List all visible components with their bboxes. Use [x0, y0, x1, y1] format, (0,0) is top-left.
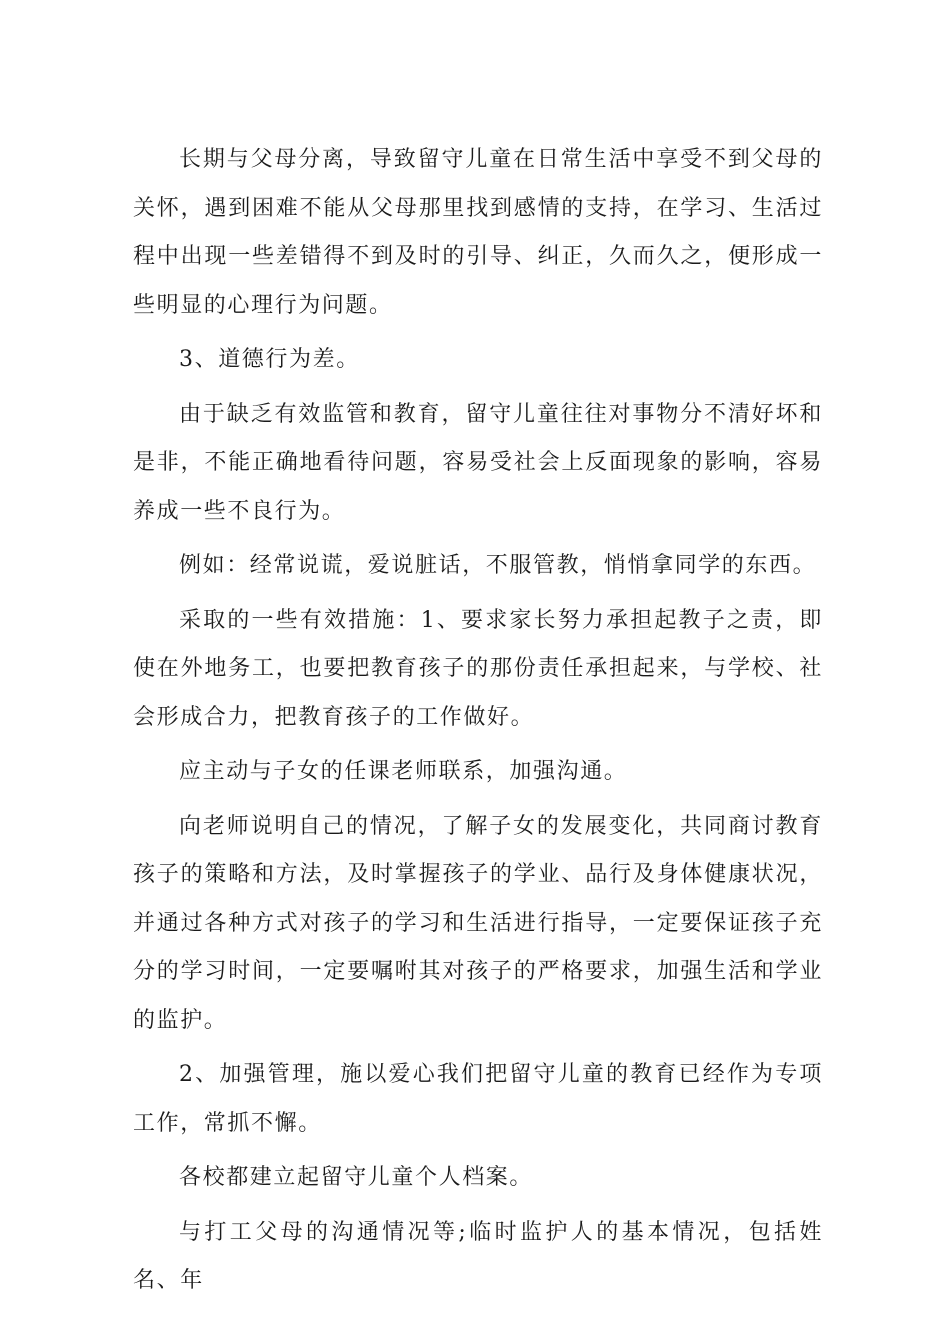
paragraph-explain-situation: 向老师说明自己的情况，了解子女的发展变化，共同商讨教育孩子的策略和方法，及时掌握孩子的学业、品行及身体健康状况，并通过各种方式对孩子的学习和生活进行指导，一定要保证孩子充分的学习时间，一定要嘱咐其对孩子的严格要求，加强生活和学业的监护。 [133, 813, 823, 1033]
heading-moral-behavior: 3、道德行为差。 [179, 347, 360, 372]
paragraph-guardian-info: 与打工父母的沟通情况等;临时监护人的基本情况，包括姓名、年 [133, 1219, 823, 1293]
paragraph-strengthen-management: 2、加强管理，施以爱心我们把留守儿童的教育已经作为专项工作，常抓不懈。 [133, 1062, 823, 1136]
paragraph-archives: 各校都建立起留守儿童个人档案。 [179, 1165, 534, 1190]
document-body [133, 136, 823, 1312]
paragraph-examples: 例如：经常说谎，爱说脏话，不服管教，悄悄拿同学的东西。 [179, 553, 817, 578]
paragraph-contact-teacher: 应主动与子女的任课老师联系，加强沟通。 [179, 759, 628, 784]
paragraph-measures: 采取的一些有效措施：1、要求家长努力承担起教子之责，即使在外地务工，也要把教育孩子的那份责任承担起来，与学校、社会形成合力，把教育孩子的工作做好。 [133, 607, 823, 730]
paragraph-psychology: 长期与父母分离，导致留守儿童在日常生活中享受不到父母的关怀，遇到困难不能从父母那里找到感情的支持，在学习、生活过程中出现一些差错得不到及时的引导、纠正，久而久之，便形成一些明显的心理行为问题。 [133, 147, 823, 318]
paragraph-lack-supervision: 由于缺乏有效监管和教育，留守儿童往往对事物分不清好坏和是非，不能正确地看待问题，容易受社会上反面现象的影响，容易养成一些不良行为。 [133, 401, 823, 524]
